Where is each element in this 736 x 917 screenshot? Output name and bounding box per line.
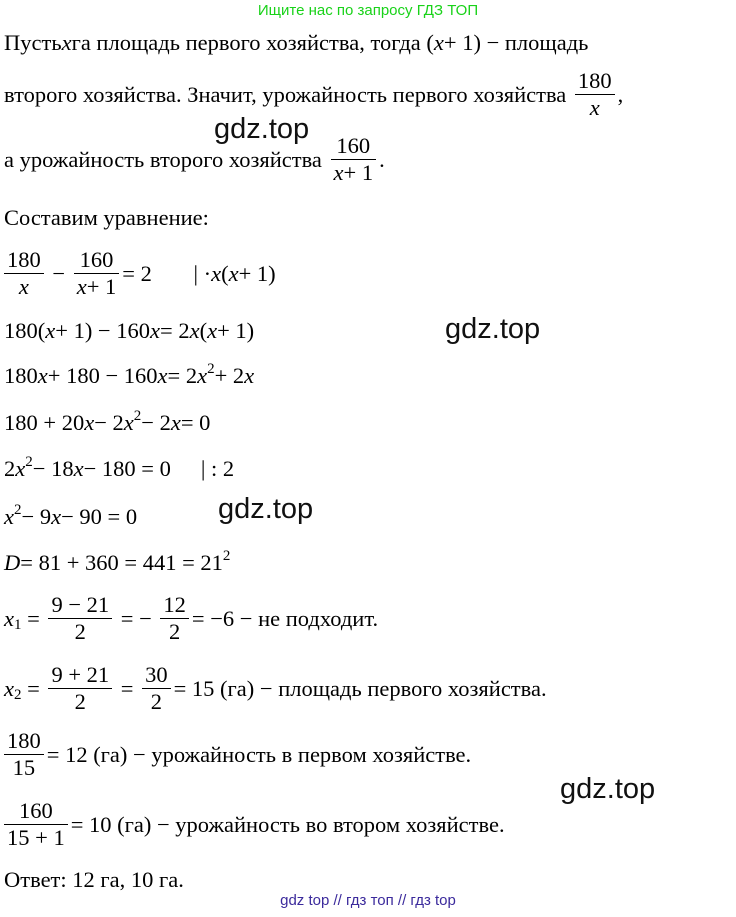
text: .: [379, 146, 385, 172]
footer-links: gdz top // гдз топ // гдз top: [280, 892, 456, 909]
text: (: [221, 260, 229, 286]
equation-10: [4, 728, 471, 781]
text: − 90 = 0: [61, 503, 138, 529]
text: = 2: [160, 317, 190, 343]
denominator: [74, 273, 120, 300]
text: = 2: [122, 260, 152, 286]
text: = 0: [180, 409, 211, 435]
text: + 1) − площадь: [443, 29, 589, 55]
equation-7: D= 81 + 360 = 441 = 212: [4, 547, 231, 575]
watermark: gdz.top: [218, 493, 314, 525]
denominator: x: [575, 94, 615, 121]
text: = 15 (га) − площадь первого хозяйства.: [173, 675, 547, 701]
var-x: x: [211, 260, 222, 286]
denominator: [331, 159, 377, 186]
text: га площадь первого хозяйства, тогда (: [71, 29, 434, 55]
fraction: [575, 68, 615, 121]
text: 180: [4, 362, 38, 388]
var-d: D: [4, 549, 21, 575]
text: = −6 − не подходит.: [191, 605, 379, 631]
numerator: 180: [7, 247, 41, 272]
numerator: 160: [336, 133, 371, 158]
text: 2: [4, 455, 16, 481]
fraction: [48, 662, 112, 715]
fraction: [4, 728, 44, 781]
line-4: [4, 203, 209, 231]
text: | : 2: [200, 455, 235, 481]
watermark: gdz.top: [214, 113, 310, 145]
denominator: 15: [4, 754, 44, 781]
var-x: x: [45, 317, 56, 343]
numerator: 160: [18, 798, 53, 823]
fraction: [142, 662, 171, 715]
text: + 180 − 160: [47, 362, 158, 388]
text: − 2: [94, 409, 124, 435]
numerator: 180: [7, 728, 41, 753]
var-x: x: [61, 29, 72, 55]
var-x: x: [333, 160, 344, 185]
fraction: [4, 247, 44, 300]
var-x: x: [15, 455, 26, 481]
equation-1: [4, 247, 276, 300]
var-x: x: [51, 503, 62, 529]
var-x: x: [150, 317, 160, 343]
text: = 2: [167, 362, 198, 388]
var-x: x: [207, 317, 218, 343]
numerator: 160: [79, 247, 114, 272]
line-3: [4, 133, 385, 186]
fraction: [160, 592, 189, 645]
denominator: 2: [160, 618, 189, 645]
line-1: [4, 28, 588, 56]
text: а урожайность второго хозяйства: [4, 146, 322, 172]
text: − 18: [32, 455, 74, 481]
var-x: x: [170, 409, 181, 435]
equation-4: 180 + 20x− 2x2− 2x= 0: [4, 407, 211, 435]
equation-8: x1 = $\frac{9 - 21}{2}$ = − $\frac{12}{2}$ = −6 − не подходит.: [4, 592, 379, 644]
text: − 180 = 0: [83, 455, 171, 481]
equation-9: x2 = $\frac{9 + 21}{2}$ = $\frac{30}{2}$ = 15 (га) − площадь первого хозяйства.: [4, 662, 547, 714]
fraction: [331, 133, 377, 186]
var-x: x: [4, 675, 14, 701]
equation-3: 180x+ 180 − 160x= 2x2+ 2x: [4, 360, 255, 388]
text: + 1: [86, 274, 117, 299]
text: = 81 + 360 = 441 = 21: [20, 549, 223, 575]
var-x: x: [189, 317, 200, 343]
text: ,: [617, 81, 624, 107]
text: Составим уравнение:: [4, 204, 209, 230]
text: второго хозяйства. Значит, урожайность первого хозяйства: [4, 81, 567, 107]
numerator: 9 − 21: [51, 592, 110, 617]
text: + 1: [343, 160, 374, 185]
var-x: x: [157, 362, 168, 388]
text: + 2: [214, 362, 245, 388]
numerator: 12: [163, 592, 186, 617]
answer: [4, 865, 184, 893]
text: + 1) − 160: [55, 317, 150, 343]
denominator: 2: [48, 618, 112, 645]
var-x: x: [244, 362, 255, 388]
text: − 2: [141, 409, 171, 435]
equation-11: [4, 798, 505, 851]
numerator: 9 + 21: [51, 662, 110, 687]
text: −: [52, 260, 66, 286]
text: (: [199, 317, 208, 343]
text: − 9: [21, 503, 52, 529]
text: = 10 (га) − урожайность во втором хозяйстве.: [70, 811, 505, 837]
equation-5: 2x2− 18x− 180 = 0 | : 2: [4, 453, 235, 481]
var-x: x: [76, 274, 87, 299]
equation-2: [4, 316, 254, 344]
equation-6: x2− 9x− 90 = 0: [4, 501, 138, 529]
var-x: x: [73, 455, 84, 481]
watermark: gdz.top: [560, 773, 656, 805]
search-banner: Ищите нас по запросу ГДЗ ТОП: [257, 2, 479, 19]
text: + 1): [217, 317, 255, 343]
text: | ·: [193, 260, 212, 286]
denominator: 15 + 1: [4, 824, 68, 851]
numerator: 180: [577, 68, 612, 93]
var-x: x: [4, 605, 14, 631]
var-x: x: [123, 409, 134, 435]
denominator: 2: [142, 688, 171, 715]
denominator: x: [4, 273, 44, 300]
text: 180 + 20: [4, 409, 85, 435]
var-x: x: [433, 29, 444, 55]
line-2: [4, 68, 623, 121]
denominator: 2: [48, 688, 112, 715]
fraction: [74, 247, 120, 300]
numerator: 30: [145, 662, 168, 687]
var-x: x: [228, 260, 239, 286]
text: = 12 (га) − урожайность в первом хозяйстве.: [46, 741, 472, 767]
var-x: x: [84, 409, 95, 435]
text: 180(: [4, 317, 46, 343]
var-x: x: [37, 362, 48, 388]
fraction: [48, 592, 112, 645]
var-x: x: [4, 503, 14, 529]
watermark: gdz.top: [445, 313, 541, 345]
text: + 1): [238, 260, 276, 286]
var-x: x: [197, 362, 208, 388]
text: Пусть: [4, 29, 62, 55]
text: Ответ: 12 га, 10 га.: [4, 866, 184, 892]
fraction: [4, 798, 68, 851]
